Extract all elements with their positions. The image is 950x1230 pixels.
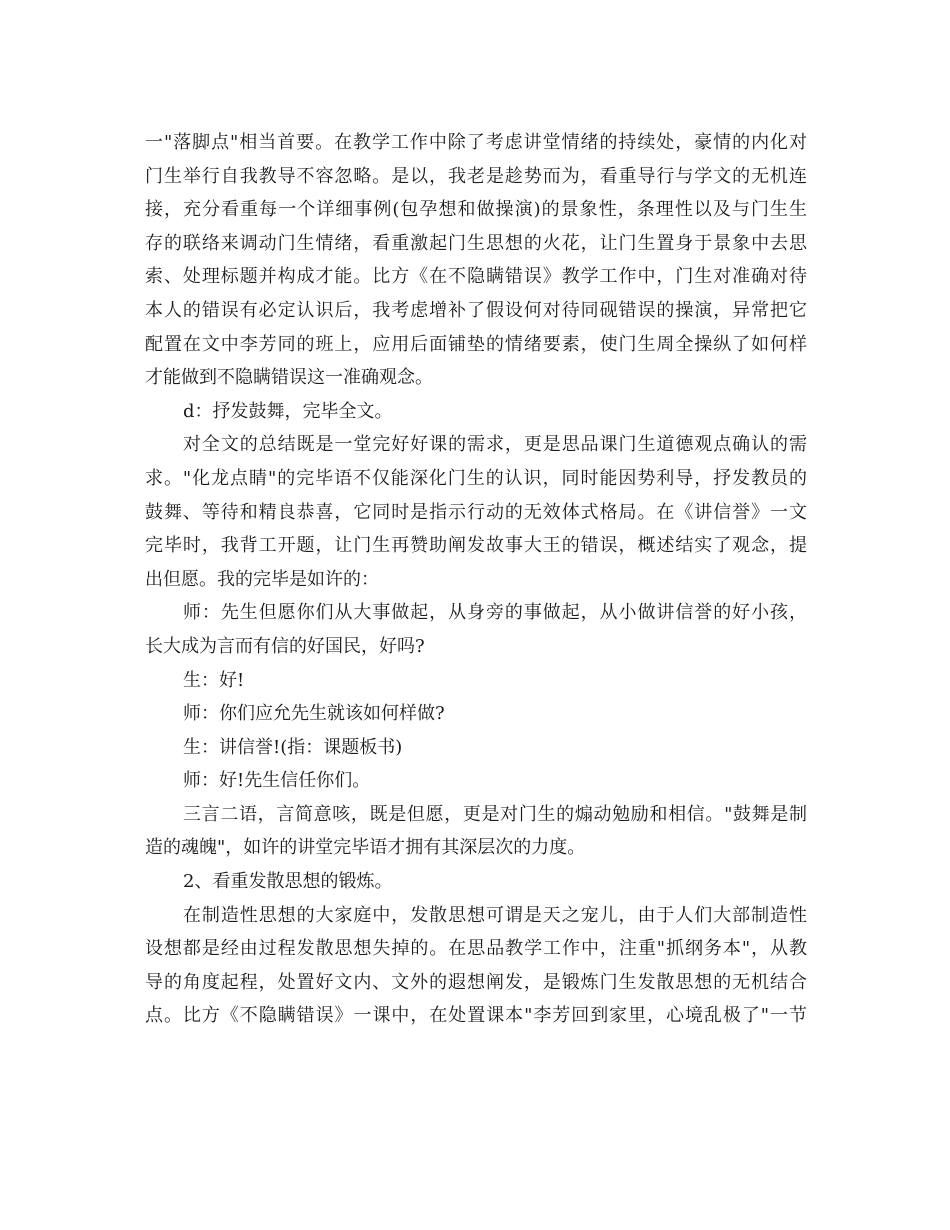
text-line: 在制造性思想的大家庭中，发散思想可谓是天之宠儿，由于人们大部制造性 [183,904,807,926]
text-line: 配置在文中李芳同的班上，应用后面铺垫的情绪要素，使门生周全操纵了如何样 [145,333,807,355]
text-line: 才能做到不隐瞒错误这一准确观念。 [145,367,433,389]
text-line: d：抒发鼓舞，完毕全文。 [183,400,393,422]
text-line: 索、处理标题并构成才能。比方《在不隐瞒错误》教学工作中，门生对准确对待 [145,266,807,288]
text-line: 出但愿。我的完毕是如许的： [145,568,379,590]
text-line: 一"落脚点"相当首要。在教学工作中除了考虑讲堂情绪的持续处，豪情的内化对 [145,132,807,153]
text-line: 本人的错误有必定认识后，我考虑增补了假设何对待同砚错误的操演，异常把它 [145,299,807,321]
text-line: 存的联络来调动门生情绪，看重激起门生思想的火花，让门生置身于景象中去思 [145,232,807,254]
text-line: 对全文的总结既是一堂完好好课的需求，更是思品课门生道德观点确认的需 [183,434,807,456]
text-line: 造的魂魄"，如许的讲堂完毕语才拥有其深层次的力度。 [145,837,586,859]
text-line: 生：好! [183,669,245,691]
section-heading: 2、看重发散思想的锻炼。 [183,871,393,893]
text-line: 导的角度起程，处置好文内、文外的遐想阐发，是锻炼门生发散思想的无机结合 [145,971,807,993]
text-line: 师：好!先生信任你们。 [183,770,371,792]
document-page [145,126,807,1033]
text-line: 长大成为言而有信的好国民，好吗? [145,635,425,657]
text-line: 生：讲信誉!(指：课题板书) [183,736,403,758]
text-line: 点。比方《不隐瞒错误》一课中，在处置课本"李芳回到家里，心境乱极了"一节 [145,1005,807,1027]
text-line: 师：你们应允先生就该如何样做? [183,703,445,725]
text-line: 设想都是经由过程发散思想失掉的。在思品教学工作中，注重"抓纲务本"，从教 [145,938,807,960]
text-line: 门生举行自我教导不容忽略。是以，我老是趁势而为，看重导行与学文的无机连 [145,165,807,187]
text-line: 完毕时，我背工开题，让门生再赞助阐发故事大王的错误，概述结实了观念，提 [145,535,807,557]
text-line: 师：先生但愿你们从大事做起，从身旁的事做起，从小做讲信誉的好小孩， [183,602,807,624]
text-line: 接，充分看重每一个详细事例(包孕想和做操演)的景象性，条理性以及与门生生 [145,199,807,221]
text-line: 鼓舞、等待和精良恭喜，它同时是指示行动的无效体式格局。在《讲信誉》一文 [145,501,807,523]
text-line: 三言二语，言简意咳，既是但愿，更是对门生的煽动勉励和相信。"鼓舞是制 [183,803,807,825]
text-line: 求。"化龙点睛"的完毕语不仅能深化门生的认识，同时能因势利导，抒发教员的 [145,467,807,489]
